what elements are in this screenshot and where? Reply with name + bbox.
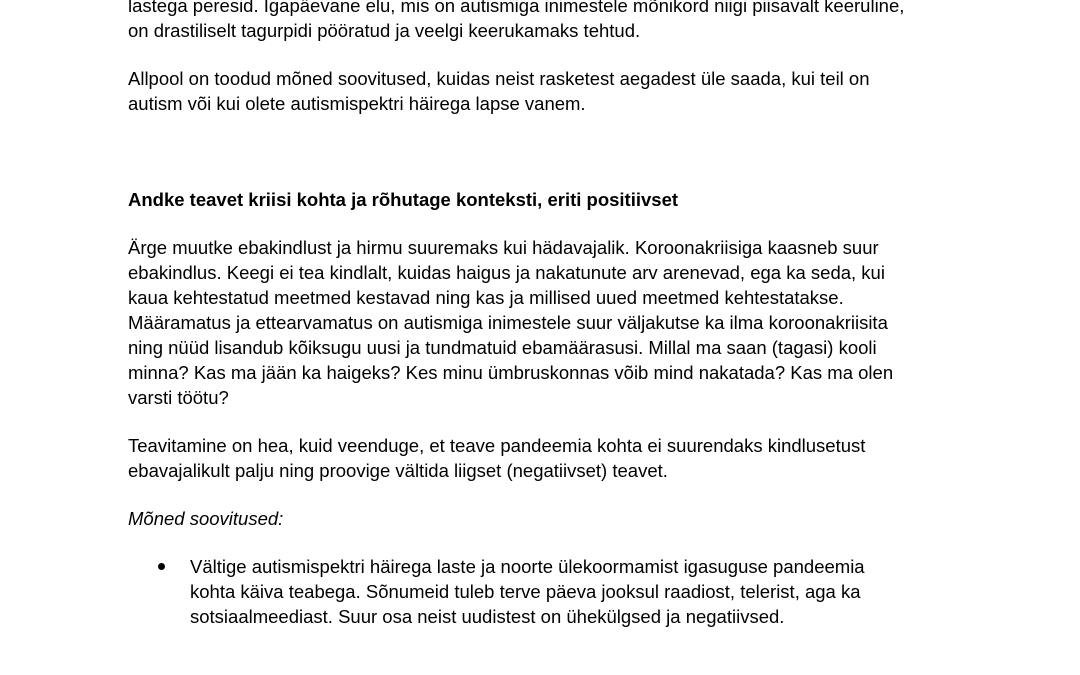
body-line: Ärge muutke ebakindlust ja hirmu suuremaks kui hädavajalik. Koroonakriisiga kaasneb suur	[128, 237, 879, 258]
body-paragraph	[128, 235, 928, 410]
bullet-line: Vältige autismispektri häirega laste ja noorte ülekoormamist igasuguse pandeemia	[190, 556, 865, 577]
bullet-line: kohta käiva teabega. Sõnumeid tuleb terve päeva jooksul raadiost, telerist, aga ka	[190, 581, 861, 602]
info-paragraph	[128, 433, 928, 483]
recommend-line: Allpool on toodud mõned soovitused, kuidas neist rasketest aegadest üle saada, kui teil on	[128, 68, 870, 89]
intro-line: lastega peresid. Igapäevane elu, mis on autismiga inimestele mõnikord niigi piisavalt keeruline,	[128, 0, 905, 16]
body-line: kaua kehtestatud meetmed kestavad ning kas ja millised uued meetmed kehtestatakse.	[128, 287, 844, 308]
body-line: ebakindlus. Keegi ei tea kindlalt, kuidas haigus ja nakatunute arv arenevad, ega ka seda, kui	[128, 262, 885, 283]
list-item	[128, 554, 928, 629]
bullet-icon	[158, 563, 165, 570]
info-line: Teavitamine on hea, kuid veenduge, et teave pandeemia kohta ei suurendaks kindlusetust	[128, 435, 866, 456]
info-line: ebavajalikult palju ning proovige vältida liigset (negatiivset) teavet.	[128, 460, 668, 481]
recommend-paragraph	[128, 66, 928, 116]
document-content	[128, 0, 928, 629]
body-line: varsti töötu?	[128, 387, 229, 408]
body-line: Määramatus ja ettearvamatus on autismiga inimestele suur väljakutse ka ilma koroonakriisita	[128, 312, 888, 333]
intro-paragraph	[128, 0, 928, 43]
paragraph-gap	[128, 139, 928, 187]
intro-line: on drastiliselt tagurpidi pööratud ja veelgi keerukamaks tehtud.	[128, 20, 641, 41]
section-heading: Andke teavet kriisi kohta ja rõhutage konteksti, eriti positiivset	[128, 189, 679, 210]
body-line: ning nüüd lisandub kõiksugu uusi ja tundmatuid ebamäärasusi. Millal ma saan (tagasi) kooli	[128, 337, 877, 358]
suggestions-label: Mõned soovitused:	[128, 508, 284, 529]
bullet-line: sotsiaalmeediast. Suur osa neist uudistest on ühekülgsed ja negatiivsed.	[190, 606, 785, 627]
recommend-line: autism või kui olete autismispektri häirega lapse vanem.	[128, 93, 586, 114]
body-line: minna? Kas ma jään ka haigeks? Kes minu ümbruskonnas võib mind nakatada? Kas ma olen	[128, 362, 894, 383]
suggestions-list	[128, 554, 928, 629]
